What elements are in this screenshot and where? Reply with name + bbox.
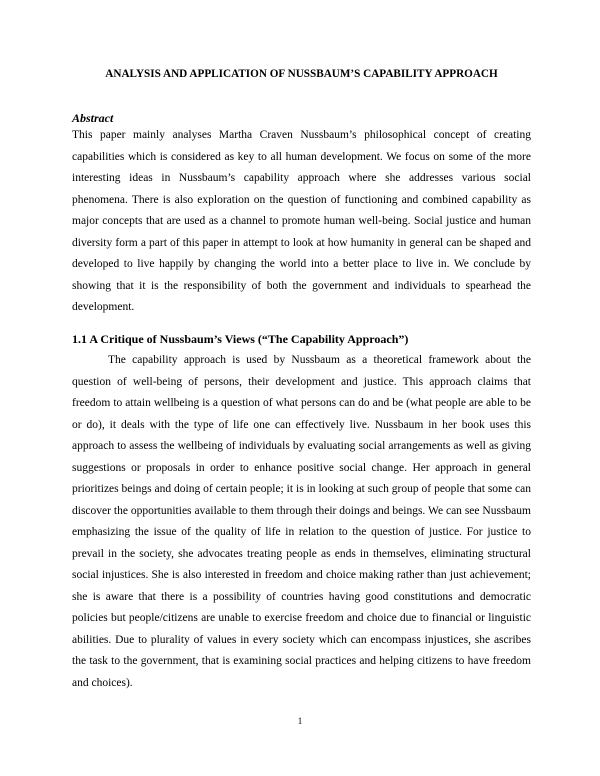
abstract-heading: Abstract bbox=[72, 111, 114, 125]
abstract-paragraph: This paper mainly analyses Martha Craven Nussbaum’s philosophical concept of creating capabilities which is considered as key to all human development. We focus on some of the more interesting ideas in Nussbaum’s capability approach where she addresses various social phenomena. There is also exploration on the question of functioning and combined capability as major concepts that are used as a channel to promote human well-being. Social justice and human diversity form a part of this paper in attempt to look at how humanity in general can be shaped and developed to live happily by changing the world into a better place to live in. We conclude by showing that it is the responsibility of both the government and individuals to spearhead the development. bbox=[72, 129, 531, 313]
paper-title: ANALYSIS AND APPLICATION OF NUSSBAUM’S CAPABILITY APPROACH bbox=[105, 68, 498, 80]
page-number: 1 bbox=[297, 716, 303, 726]
section-heading: 1.1 A Critique of Nussbaum’s Views (“The Capability Approach”) bbox=[72, 332, 409, 346]
section-paragraph: The capability approach is used by Nussbaum as a theoretical framework about the question of well-being of persons, their development and justice. This approach claims that freedom to attain wellbeing is a question of what persons can do and be (what people are able to be or do), it deals with the type of life one can effectively live. Nussbaum in her book uses this approach to assess the wellbeing of individuals by evaluating social arrangements as well as giving suggestions or proposals in order to enhance positive social change. Her approach in general prioritizes beings and doing of certain people; it is in looking at such group of people that some can discover the opportunities available to them through their doings and beings. We can see Nussbaum emphasizing the issue of the quality of life in relation to the question of justice. For justice to prevail in the society, she advocates treating people as ends in themselves, eliminating structural social injustices. She is also interested in freedom and choice making rather than just achievement; she is aware that there is a possibility of countries having good constitutions and democratic policies but people/citizens are unable to exercise freedom and choice due to financial or linguistic abilities. Due to plurality of values in every society which can encompass injustices, she ascribes the task to the government, that is examining social practices and helping citizens to have freedom and choices). bbox=[72, 354, 531, 689]
